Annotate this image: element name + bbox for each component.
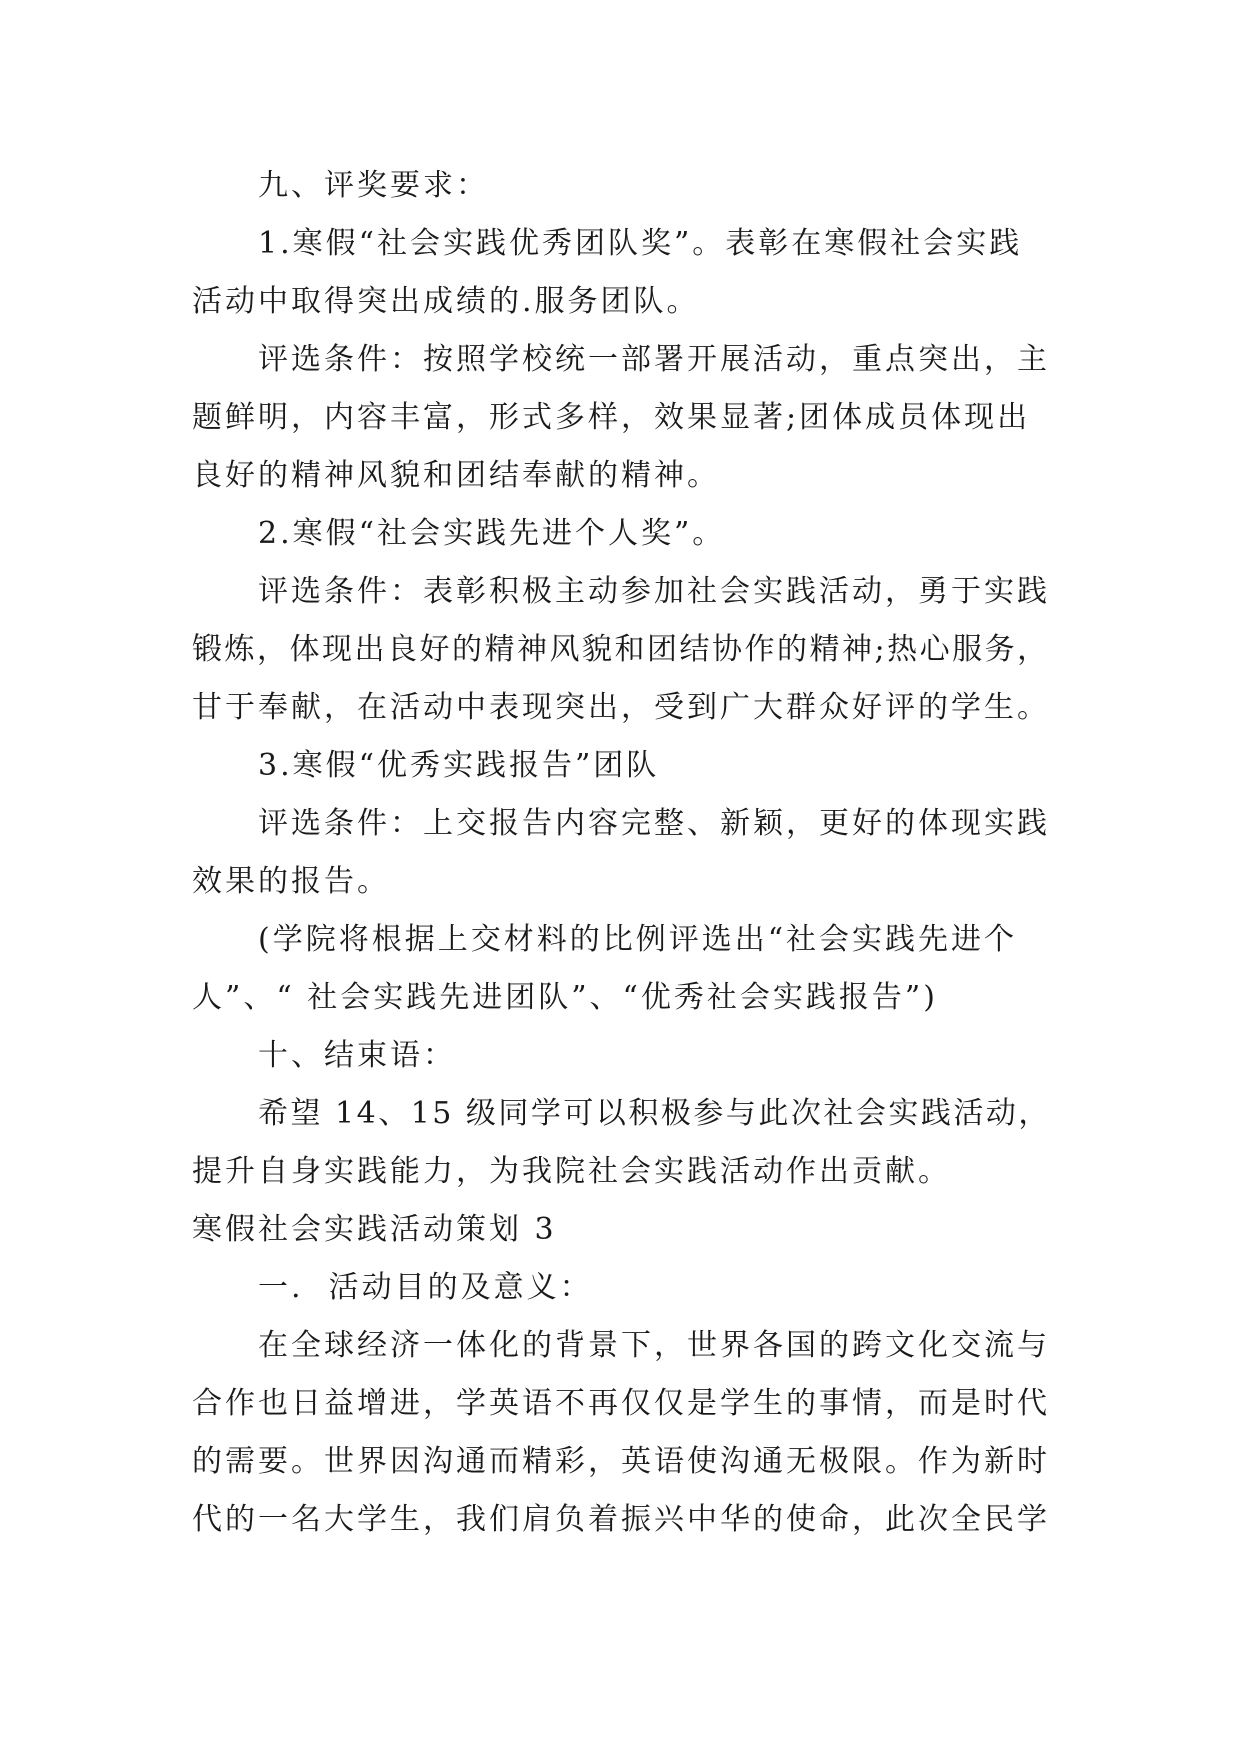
paragraph-line: 评选条件：上交报告内容完整、新颖，更好的体现实践 — [258, 806, 1050, 841]
paragraph-line: 题鲜明，内容丰富，形式多样，效果显著;团体成员体现出 — [192, 400, 1031, 435]
document-title: 寒假社会实践活动策划 3 — [192, 1212, 557, 1247]
paragraph-line: 评选条件：按照学校统一部署开展活动，重点突出，主 — [258, 342, 1050, 377]
paragraph-line: 效果的报告。 — [192, 864, 390, 899]
paragraph-line: 希望 14、15 级同学可以积极参与此次社会实践活动， — [258, 1096, 1051, 1131]
paragraph-line: 代的一名大学生，我们肩负着振兴中华的使命，此次全民学 — [192, 1502, 1050, 1537]
paragraph-line: 良好的精神风貌和团结奉献的精神。 — [192, 458, 720, 493]
paragraph-line: 活动中取得突出成绩的.服务团队。 — [192, 284, 700, 319]
paragraph-line: (学院将根据上交材料的比例评选出“社会实践先进个 — [258, 922, 1018, 957]
paragraph-line: 合作也日益增进，学英语不再仅仅是学生的事情，而是时代 — [192, 1386, 1050, 1421]
section-heading-awards: 九、评奖要求： — [258, 168, 489, 203]
paragraph-line: 人”、“ 社会实践先进团队”、“优秀社会实践报告”) — [192, 980, 938, 1015]
paragraph-line: 的需要。世界因沟通而精彩，英语使沟通无极限。作为新时 — [192, 1444, 1050, 1479]
paragraph-line: 甘于奉献，在活动中表现突出，受到广大群众好评的学生。 — [192, 690, 1050, 725]
paragraph-line: 3.寒假“优秀实践报告”团队 — [258, 748, 660, 783]
paragraph-line: 提升自身实践能力，为我院社会实践活动作出贡献。 — [192, 1154, 951, 1189]
paragraph-line: 锻炼，体现出良好的精神风貌和团结协作的精神;热心服务， — [192, 632, 1050, 667]
section-heading-conclusion: 十、结束语： — [258, 1038, 456, 1073]
paragraph-line: 评选条件：表彰积极主动参加社会实践活动，勇于实践 — [258, 574, 1050, 609]
paragraph-line: 在全球经济一体化的背景下，世界各国的跨文化交流与 — [258, 1328, 1050, 1363]
section-heading-purpose: 一. 活动目的及意义： — [258, 1270, 593, 1305]
paragraph-line: 2.寒假“社会实践先进个人奖”。 — [258, 516, 726, 551]
paragraph-line: 1.寒假“社会实践优秀团队奖”。表彰在寒假社会实践 — [258, 226, 1023, 261]
